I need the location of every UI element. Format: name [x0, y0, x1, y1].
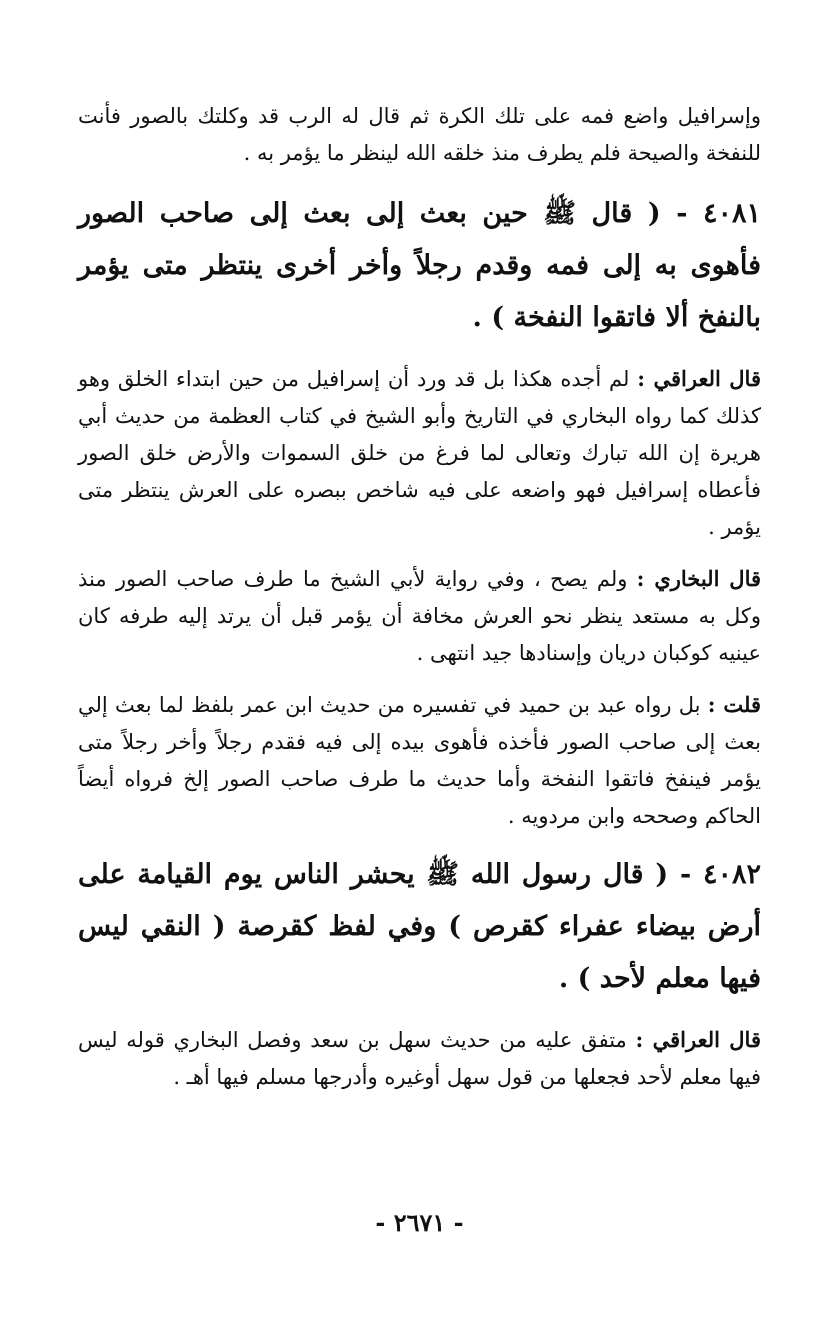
commentary-text: ولم يصح ، وفي رواية لأبي الشيخ ما طرف صاحب الصور منذ وكل به مستعد ينظر نحو العرش مخافة أن يؤمر قبل أن يرتد إليه طرفه كان عينيه كوكبان دريان وإسنادها جيد انتهى .: [78, 567, 761, 665]
commentary-text: بل رواه عبد بن حميد في تفسيره من حديث ابن عمر بلفظ لما بعث إلي بعث إلى صاحب الصور فأخذه فأهوى بيده إلى فيه فقدم رجلاً وأخر رجلاً متى يؤمر فينفخ فاتقوا النفخة وأما حديث ما طرف صاحب الصور إلخ فرواه أيضاً الحاكم وصححه وابن مردويه .: [78, 693, 761, 828]
commentary-text: متفق عليه من حديث سهل بن سعد وفصل البخاري قوله ليس فيها معلم لأحد فجعلها من قول سهل أوغيره وأدرجها مسلم فيها أهـ .: [78, 1028, 761, 1089]
page-number: - ٢٦٧١ -: [375, 1208, 464, 1237]
hadith-4081: [78, 188, 761, 344]
page-body: [78, 98, 761, 1096]
paragraph-text: وإسرافيل واضع فمه على تلك الكرة ثم قال له الرب قد وكلتك بالصور فأنت للنفخة والصيحة فلم يطرف منذ خلقه الله لينظر ما يؤمر به .: [78, 104, 761, 165]
hadith-text: ٤٠٨٢ - ( قال رسول الله ﷺ يحشر الناس يوم القيامة على أرض بيضاء عفراء كقرص ) وفي لفظ كقرصة ( النقي ليس فيها معلم لأحد ) .: [78, 859, 761, 994]
paragraph-continuation: [78, 98, 761, 172]
commentary-iraqi-1: [78, 360, 761, 546]
hadith-text: ٤٠٨١ - ( قال ﷺ حين بعث إلى بعث إلى صاحب الصور فأهوى به إلى فمه وقدم رجلاً وأخر أخرى ينتظر متى يؤمر بالنفخ ألا فاتقوا النفخة ) .: [78, 198, 761, 333]
commentary-label: قال العراقي :: [637, 366, 761, 391]
commentary-qult: [78, 686, 761, 835]
commentary-bukhari: [78, 560, 761, 672]
hadith-4082: [78, 849, 761, 1005]
commentary-iraqi-2: [78, 1021, 761, 1096]
commentary-label: قلت :: [707, 692, 761, 717]
commentary-label: قال البخاري :: [636, 566, 762, 591]
commentary-label: قال العراقي :: [635, 1027, 761, 1052]
commentary-text: لم أجده هكذا بل قد ورد أن إسرافيل من حين ابتداء الخلق وهو كذلك كما رواه البخاري في التاريخ وأبو الشيخ في كتاب العظمة من حديث أبي هريرة إن الله تبارك وتعالى لما فرغ من خلق السموات والأرض خلق الصور فأعطاه إسرافيل فهو واضعه على فيه شاخص ببصره على العرش ينتظر متى يؤمر .: [78, 367, 761, 539]
